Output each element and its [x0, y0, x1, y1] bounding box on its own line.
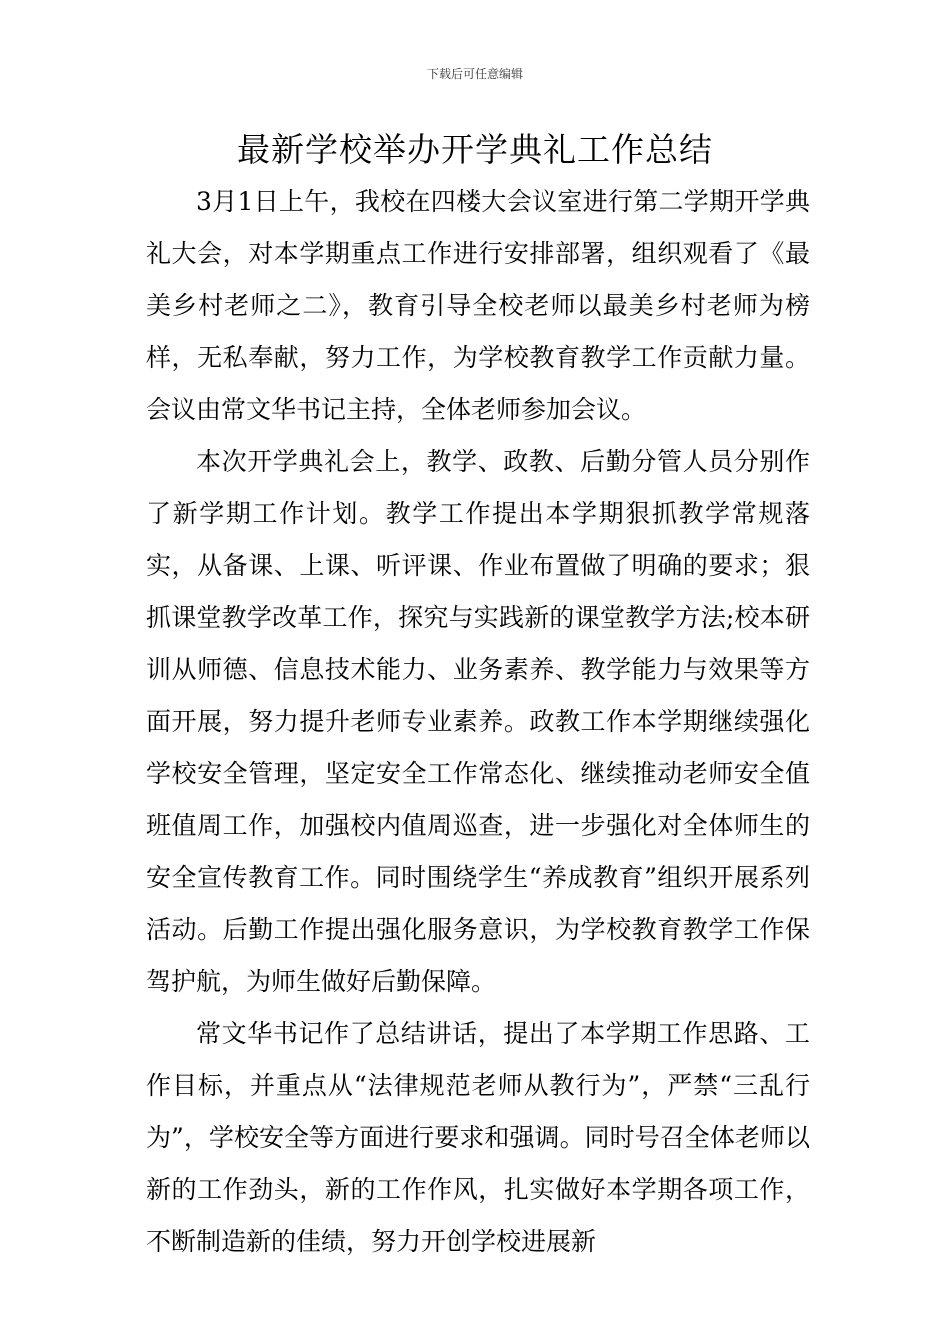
paragraph-2: 本次开学典礼会上，教学、政教、后勤分管人员分别作了新学期工作计划。教学工作提出本学期狠抓教学常规落实，从备课、上课、听评课、作业布置做了明确的要求；狠抓课堂教学改革工作，探究与实践新的课堂教学方法;校本研训从师德、信息技术能力、业务素养、教学能力与效果等方面开展，努力提升老师专业素养。政教工作本学期继续强化学校安全管理，坚定安全工作常态化、继续推动老师安全值班值周工作，加强校内值周巡查，进一步强化对全体师生的安全宣传教育工作。同时围绕学生“养成教育”组织开展系列活动。后勤工作提出强化服务意识，为学校教育教学工作保驾护航，为师生做好后勤保障。	[146, 447, 810, 996]
paragraph-3: 常文华书记作了总结讲话，提出了本学期工作思路、工作目标，并重点从“法律规范老师从教行为”，严禁“三乱行为”，学校安全等方面进行要求和强调。同时号召全体老师以新的工作劲头，新的工作作风，扎实做好本学期各项工作，不断制造新的佳绩，努力开创学校进展新	[146, 1019, 810, 1256]
paragraph-1: 3月1日上午，我校在四楼大会议室进行第二学期开学典礼大会，对本学期重点工作进行安排部署，组织观看了《最美乡村老师之二》，教育引导全校老师以最美乡村老师为榜样，无私奉献，努力工作，为学校教育教学工作贡献力量。会议由常文华书记主持，全体老师参加会议。	[146, 187, 810, 424]
header-note: 下载后可任意编辑	[426, 67, 523, 81]
document-body	[146, 176, 810, 1268]
document-title: 最新学校举办开学典礼工作总结	[237, 130, 713, 169]
